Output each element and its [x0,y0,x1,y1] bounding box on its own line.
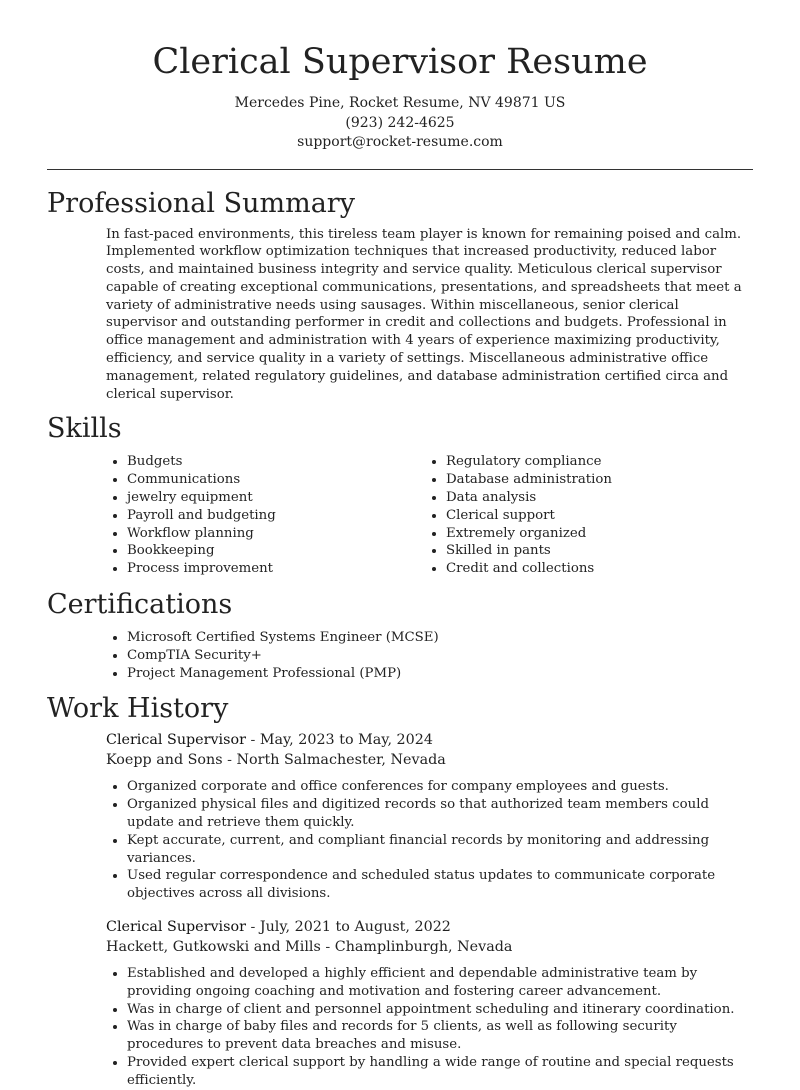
job-company: Hackett, Gutkowski and Mills [106,938,321,955]
skills-list-right [425,453,744,578]
resume-title: Clerical Supervisor Resume [152,42,648,82]
skill-item: • Skilled in pants [446,542,744,560]
job-duties-list [106,778,753,903]
skill-item: • Regulatory compliance [446,453,744,471]
certification-item: • CompTIA Security+ [127,647,753,665]
job-title: Clerical Supervisor [106,732,246,749]
job-location: Champlinburgh, Nevada [334,938,513,955]
certification-item: • Project Management Professional (PMP) [127,665,753,683]
job-duty-item: • Used regular correspondence and scheduled status updates to communicate corporate objectives across all divisions. [127,867,753,903]
certifications-heading: Certifications [47,589,233,621]
job-company-line [106,751,753,771]
job-duty-item: • Kept accurate, current, and compliant financial records by monitoring and addressing variances. [127,832,753,868]
job-duties-list [106,965,753,1090]
skills-heading: Skills [47,413,122,445]
work-history-heading: Work History [47,693,229,725]
skill-item: • Payroll and budgeting [127,507,425,525]
job-dates: May, 2023 to May, 2024 [259,732,433,749]
work-history-section [47,691,753,1089]
job-duty-item: • Was in charge of client and personnel appointment scheduling and itinerary coordination. [127,1001,753,1019]
job-dates: July, 2021 to August, 2022 [259,919,451,936]
job-location: North Salmachester, Nevada [236,751,446,768]
skill-item: • Data analysis [446,489,744,507]
job-title: Clerical Supervisor [106,919,246,936]
job-duty-item: • Was in charge of baby files and records for 5 clients, as well as following security procedures to prevent data breaches and misuse. [127,1018,753,1054]
skill-item: • Database administration [446,471,744,489]
skill-item: • Clerical support [446,507,744,525]
skill-item: • jewelry equipment [127,489,425,507]
certifications-list [106,629,753,682]
skills-column-right [425,453,744,578]
job-company-line [106,938,753,958]
skill-item: • Extremely organized [446,525,744,543]
contact-block [47,94,753,153]
job-title-line [106,731,753,751]
job-duty-item: • Organized physical files and digitized records so that authorized team members could update and retrieve them quickly. [127,796,753,832]
certification-item: • Microsoft Certified Systems Engineer (MCSE) [127,629,753,647]
job-separator: - [325,938,331,955]
job-separator: - [250,732,256,749]
skill-item: • Credit and collections [446,560,744,578]
skills-section [47,411,753,578]
skill-item: • Workflow planning [127,525,425,543]
job-separator: - [250,919,256,936]
job-entry [106,918,753,1090]
job-duty-item: • Provided expert clerical support by handling a wide range of routine and special requests efficiently. [127,1054,753,1090]
summary-heading: Professional Summary [47,187,355,219]
summary-section [47,186,753,404]
contact-address: Mercedes Pine, Rocket Resume, NV 49871 US [234,95,566,111]
contact-phone: (923) 242-4625 [345,114,455,131]
skills-list-left [106,453,425,578]
job-separator: - [227,751,232,768]
job-duty-item: • Organized corporate and office conferences for company employees and guests. [127,778,753,796]
skill-item: • Budgets [127,453,425,471]
job-company: Koepp and Sons [106,751,223,768]
skill-item: • Bookkeeping [127,542,425,560]
skills-column-left [106,453,425,578]
contact-email: support@rocket-resume.com [297,134,503,150]
skills-grid [47,453,753,578]
skill-item: • Communications [127,471,425,489]
job-duty-item: • Established and developed a highly efficient and dependable administrative team by providing ongoing coaching and motivation and fostering career advancement. [127,965,753,1001]
skill-item: • Process improvement [127,560,425,578]
job-title-line [106,918,753,938]
certifications-section [47,587,753,682]
job-entry [106,731,753,903]
summary-text: In fast-paced environments, this tireless team player is known for remaining poised and calm. Implemented workflow optimization techniques that increased productivity, reduced labor costs, and maintained business integrity and service quality. Meticulous clerical supervisor capable of creating exceptional communications, presentations, and spreadsheets that meet a variety of administrative needs using sausages. Within miscellaneous, senior clerical supervisor and outstanding performer in credit and collections and budgets. Professional in office management and administration with 4 years of experience maximizing productivity, efficiency, and service quality in a variety of settings. Miscellaneous administrative office management, related regulatory guidelines, and database administration certified circa and clerical supervisor. [106,226,742,402]
header-divider [47,169,753,170]
